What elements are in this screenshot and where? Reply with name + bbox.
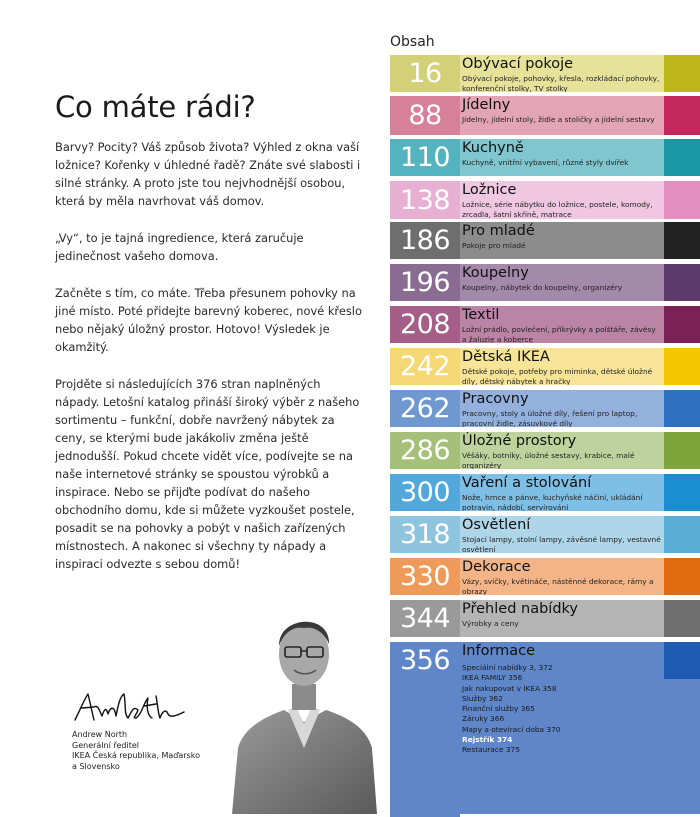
- toc-entry-title: Informace: [462, 643, 536, 659]
- toc-entry-title: Vaření a stolování: [462, 475, 592, 491]
- toc-page-number: 110: [390, 139, 460, 176]
- toc-row[interactable]: [390, 642, 700, 814]
- toc-entry-subtitle: Koupelny, nábytek do koupelny, organizéry: [462, 283, 623, 292]
- toc-row[interactable]: [390, 600, 700, 637]
- toc-row[interactable]: [390, 139, 700, 176]
- handwritten-signature-icon: [72, 688, 192, 728]
- toc-row[interactable]: [390, 516, 700, 553]
- toc-page-number: 262: [390, 390, 460, 427]
- toc-color-tab: [664, 222, 700, 259]
- info-list-item[interactable]: Finanční služby 365: [462, 704, 535, 714]
- toc-color-tab: [664, 642, 700, 679]
- toc-color-tab: [664, 264, 700, 301]
- toc-row[interactable]: [390, 474, 700, 511]
- toc-title: Obsah: [390, 34, 435, 50]
- toc-color-tab: [664, 96, 700, 135]
- intro-paragraph: Projděte si následujících 376 stran naplněných nápady. Letošní katalog přináší široký výběr z našeho sortimentu – funkční, dobře navržený nábytek za ceny, se kterými bude jakákoliv změna ještě jednodušší. Pokud chcete vidět více, podívejte se na naše internetové stránky se spoustou výrobků a inspirace. Nebo se přijďte podívat do našeho obchodního domu, kde si můžete vyzkoušet postele, posadit se na pohovky a pobýt v našich zařízených místnostech. A nakonec si všechny ty nápady a inspiraci odvezte s sebou domů!: [55, 377, 360, 571]
- signer-company: IKEA Česká republika, Maďarsko: [72, 751, 200, 760]
- toc-page-number: 196: [390, 264, 460, 301]
- portrait-photo: [232, 598, 377, 814]
- page-headline: Co máte rádi?: [55, 90, 256, 124]
- toc-page-number: 318: [390, 516, 460, 553]
- toc-entry-subtitle: Jídelny, jídelní stoly, židle a stoličky a jídelní sestavy: [462, 115, 655, 124]
- toc-page-number: 138: [390, 181, 460, 219]
- toc-color-tab: [664, 181, 700, 219]
- signer-block: [72, 730, 200, 772]
- toc-entry-title: Dekorace: [462, 559, 531, 575]
- toc-entry-subtitle: Obývací pokoje, pohovky, křesla, rozkládací pohovky, konferenční stolky, TV stolky: [462, 74, 660, 92]
- toc-entry-subtitle: Věšáky, botníky, úložné sestavy, krabice, malé organizéry: [462, 451, 635, 469]
- info-list-item[interactable]: Jak nakupovat v IKEA 358: [462, 683, 557, 693]
- toc-row[interactable]: [390, 558, 700, 595]
- toc-entry-title: Pro mladé: [462, 223, 535, 239]
- info-list-item[interactable]: Rejstřík 374: [462, 735, 513, 745]
- toc-entry-subtitle: Pracovny, stoly a úložné díly, řešení pro laptop, pracovní židle, zásuvkové díly: [462, 409, 638, 427]
- toc-entry-title: Přehled nabídky: [462, 601, 578, 617]
- toc-entry-subtitle: Nože, hrnce a pánve, kuchyňské náčiní, ukládání potravin, nádobí, servírování: [462, 493, 643, 511]
- signer-role: Generální ředitel: [72, 740, 139, 750]
- toc-entry-title: Osvětlení: [462, 517, 531, 533]
- toc-entry-title: Dětská IKEA: [462, 349, 550, 365]
- toc-entry-title: Textil: [462, 307, 500, 323]
- toc-color-tab: [664, 558, 700, 595]
- toc-color-tab: [664, 306, 700, 343]
- toc-entry-subtitle: Pokoje pro mladé: [462, 241, 526, 250]
- toc-entry-title: Ložnice: [462, 182, 517, 198]
- info-list-item[interactable]: IKEA FAMILY 356: [462, 673, 523, 683]
- toc-row[interactable]: [390, 96, 700, 135]
- signer-name: Andrew North: [72, 730, 128, 739]
- info-list-item[interactable]: Záruky 366: [462, 714, 505, 724]
- intro-paragraph: „Vy“, to je tajná ingredience, která zaručuje jedinečnost vašeho domova.: [55, 231, 304, 263]
- toc-entry-title: Obývací pokoje: [462, 56, 574, 72]
- toc-page-number: 330: [390, 558, 460, 595]
- toc-row[interactable]: [390, 348, 700, 385]
- toc-entry-subtitle: Výrobky a ceny: [462, 619, 519, 628]
- toc-page-number: 300: [390, 474, 460, 511]
- toc-entry-subtitle: Stojací lampy, stolní lampy, závěsné lampy, vestavné osvětlení: [462, 535, 661, 553]
- toc-row[interactable]: [390, 181, 700, 219]
- info-list: [462, 663, 662, 756]
- toc-color-tab: [664, 348, 700, 385]
- toc-entry-subtitle: Vázy, svíčky, květináče, nástěnné dekorace, rámy a obrazy: [462, 577, 654, 595]
- toc-color-tab: [664, 390, 700, 427]
- toc-entry-title: Úložné prostory: [462, 433, 577, 449]
- toc-row[interactable]: [390, 306, 700, 343]
- toc-page-number: 16: [390, 55, 460, 92]
- toc-color-tab: [664, 55, 700, 92]
- toc-page-number: 356: [390, 642, 460, 817]
- signer-company-cont: a Slovensko: [72, 761, 120, 771]
- toc-page-number: 88: [390, 96, 460, 135]
- info-list-item[interactable]: Speciální nabídky 3, 372: [462, 663, 553, 672]
- toc-color-tab: [664, 139, 700, 176]
- toc-row[interactable]: [390, 264, 700, 301]
- toc-entry-title: Kuchyně: [462, 140, 524, 156]
- toc-row[interactable]: [390, 390, 700, 427]
- intro-paragraph: Začněte s tím, co máte. Třeba přesunem pohovky na jiné místo. Poté přidejte barevný koberec, nové křeslo nebo nějaký úložný prostor. Hotovo! Výsledek je okamžitý.: [55, 286, 362, 354]
- info-list-item[interactable]: Mapy a otevírací doba 370: [462, 724, 561, 734]
- toc-entry-subtitle: Dětské pokoje, potřeby pro miminka, dětské úložné díly, dětský nábytek a hračky: [462, 367, 653, 385]
- toc-page-number: 242: [390, 348, 460, 385]
- toc-page-number: 186: [390, 222, 460, 259]
- toc-entry-title: Pracovny: [462, 391, 529, 407]
- toc-page-number: 344: [390, 600, 460, 637]
- toc-page-number: 208: [390, 306, 460, 343]
- toc-row[interactable]: [390, 222, 700, 259]
- toc-entry-subtitle: Ložnice, série nábytku do ložnice, postele, komody, zrcadla, šatní skříně, matrace: [462, 200, 653, 219]
- toc-row[interactable]: [390, 432, 700, 469]
- toc-color-tab: [664, 474, 700, 511]
- toc-color-tab: [664, 432, 700, 469]
- toc-page-number: 286: [390, 432, 460, 469]
- info-list-item[interactable]: Restaurace 375: [462, 745, 520, 755]
- toc-row[interactable]: [390, 55, 700, 92]
- toc-entry-title: Jídelny: [462, 97, 511, 113]
- intro-column: [55, 90, 365, 592]
- toc-entry-subtitle: Kuchyně, vnitřní vybavení, různé styly dvířek: [462, 158, 629, 167]
- toc-color-tab: [664, 516, 700, 553]
- toc-entry-title: Koupelny: [462, 265, 529, 281]
- toc-color-tab: [664, 600, 700, 637]
- info-list-item[interactable]: Služby 362: [462, 693, 503, 703]
- intro-paragraph: Barvy? Pocity? Váš způsob života? Výhled z okna vaší ložnice? Kořenky v úhledné řadě? Znáte své slabosti i silné stránky. A proto jste tou nejvhodnější osobou, která by měla navrhovat váš domov.: [55, 140, 361, 208]
- toc-entry-subtitle: Ložní prádlo, povlečení, přikrývky a polštáře, závěsy a žaluzie a koberce: [462, 325, 656, 343]
